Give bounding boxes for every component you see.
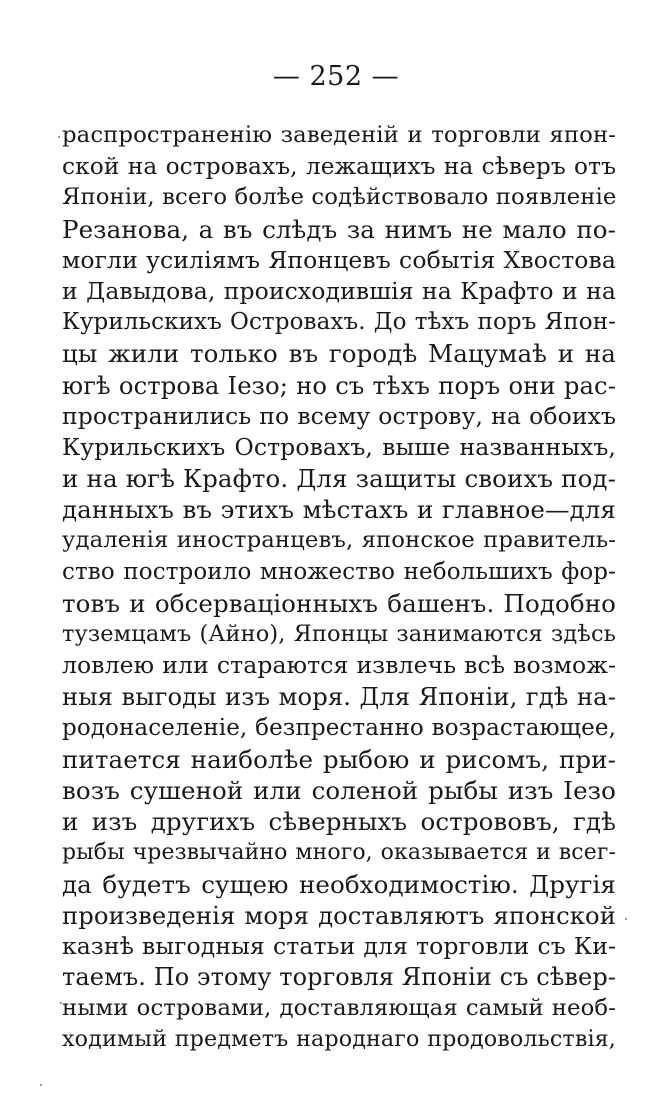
print-speck <box>625 918 627 920</box>
text-line: пространились по всему острову, на обоихъ <box>62 401 616 430</box>
text-line: ской на островахъ, лежащихъ на сѣверъ отъ <box>62 153 616 181</box>
text-line: Курильскихъ Островахъ. До тѣхъ поръ Япон- <box>62 309 616 336</box>
text-line: и на югѣ Крафто. Для защиты своихъ под- <box>62 464 616 494</box>
text-line: могли усиліямъ Японцевъ событія Хвостова <box>62 245 616 274</box>
text-line: ными островами, доставляющая самый необ- <box>62 995 616 1022</box>
text-line: Японіи, всего болѣе содѣйствовало появленіе <box>62 184 617 211</box>
text-line: рыбы чрезвычайно много, оказывается и всег- <box>62 840 616 866</box>
print-speck <box>40 1084 42 1086</box>
text-line: ходимый предметъ народнаго продовольствія, <box>62 1026 616 1053</box>
page-number: — 252 — <box>272 61 400 92</box>
text-line: цы жили только въ городѣ Мацумаѣ и на <box>62 339 616 369</box>
text-line: данныхъ въ этихъ мѣстахъ и главное—для <box>62 495 616 525</box>
text-line: товъ и обсерваціонныхъ башенъ. Подобно <box>62 588 616 618</box>
text-line: удаленія иностранцевъ, японское правитель- <box>62 527 616 554</box>
text-line: ство построило множество небольшихъ фор- <box>62 558 616 585</box>
text-line: ловлею или стараются извлечь всѣ возмож- <box>62 651 616 680</box>
text-line: Курильскихъ Островахъ, выше названныхъ, <box>62 432 616 461</box>
text-line: да будетъ сущею необходимостію. Другія <box>62 869 616 899</box>
text-line: распространенію заведеній и торговли япон- <box>62 122 616 148</box>
body-text <box>62 120 616 1056</box>
text-line: и изъ другихъ сѣверныхъ острововъ, гдѣ <box>62 807 616 837</box>
text-line: произведенія моря доставляютъ японской <box>62 900 616 930</box>
text-line: туземцамъ (Айно), Японцы занимаются здѣсь <box>62 621 616 647</box>
text-line: и Давыдова, происходившія на Крафто и на <box>62 276 616 305</box>
print-speck <box>58 136 60 138</box>
text-line: казнѣ выгодныя статьи для торговли съ Ки- <box>62 931 616 960</box>
print-speck <box>60 1002 62 1004</box>
text-line: родонаселеніе, безпрестанно возрастающее, <box>62 714 616 741</box>
text-line: питается наиболѣе рыбою и рисомъ, при- <box>62 744 616 774</box>
text-line: югѣ острова Іезо; но съ тѣхъ поръ они рас- <box>62 370 616 400</box>
text-line: Резанова, а въ слѣдъ за нимъ не мало по- <box>62 214 616 244</box>
text-line: ныя выгоды изъ моря. Для Японіи, гдѣ на- <box>62 682 616 712</box>
text-line: таемъ. По этому торговля Японіи съ сѣвер- <box>62 963 616 992</box>
text-line: возъ сушеной или соленой рыбы изъ Іезо <box>62 775 616 805</box>
